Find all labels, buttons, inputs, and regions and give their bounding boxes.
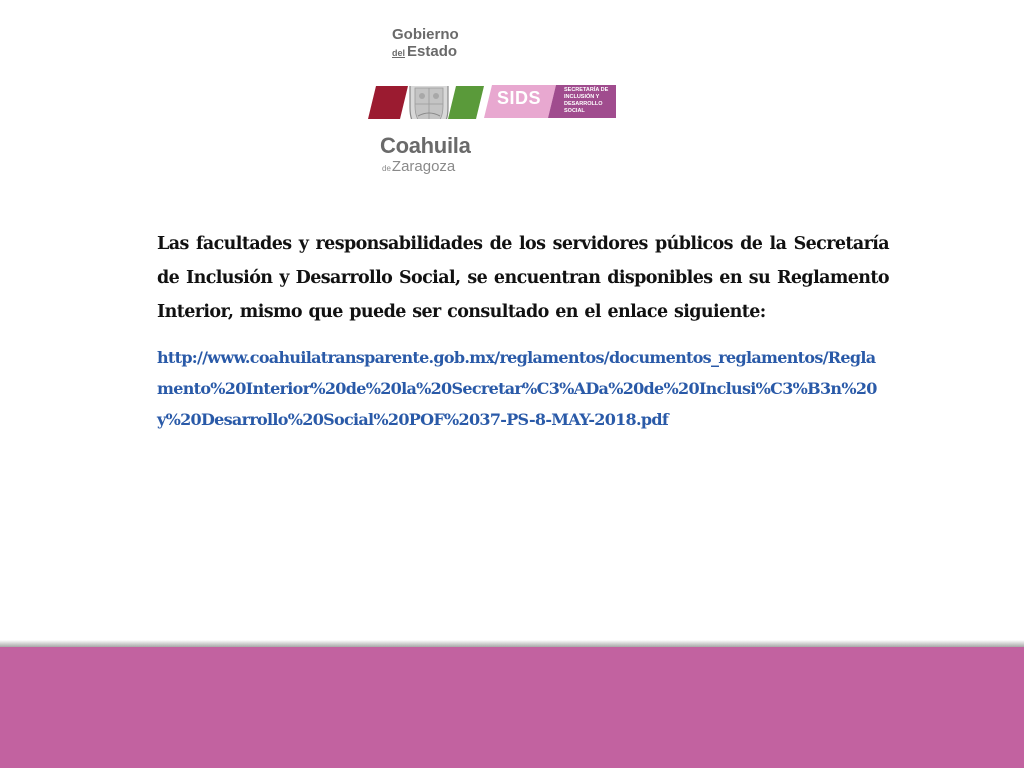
footer-band: [0, 647, 1024, 768]
estado-label: Estado: [407, 43, 458, 60]
sids-description: SECRETARÍA DE INCLUSIÓN Y DESARROLLO SOCIAL: [564, 87, 609, 114]
green-stripe: [448, 86, 484, 119]
state-seal-icon: [410, 86, 448, 119]
sids-acronym: SIDS: [497, 88, 542, 108]
zaragoza-wordmark: [382, 158, 455, 175]
regulation-link[interactable]: http://www.coahuilatransparente.gob.mx/reglamentos/documentos_reglamentos/Reglamento%20Interior%20de%20la%20Secretar%C3%ADa%20de%20Inclusi%C3%B3n%20y%20Desarrollo%20Social%20POF%2037-PS-8-MAY-2018.pdf: [157, 348, 877, 429]
regulation-paragraph: Las facultades y responsabilidades de los servidores públicos de la Secretaría de Inclusión y Desarrollo Social, se encuentran disponibles en su Reglamento Interior, mismo que puede ser consultado en el enlace siguiente:: [157, 233, 889, 322]
gobierno-label: Gobierno: [392, 26, 459, 43]
del-label: del: [392, 48, 406, 58]
gobierno-del-estado-wordmark: [392, 26, 462, 62]
coahuila-wordmark: Coahuila: [380, 133, 471, 158]
zaragoza-label: Zaragoza: [391, 158, 456, 175]
government-logo: [366, 24, 626, 180]
red-stripe: [368, 86, 408, 119]
de-label: de: [382, 164, 391, 173]
